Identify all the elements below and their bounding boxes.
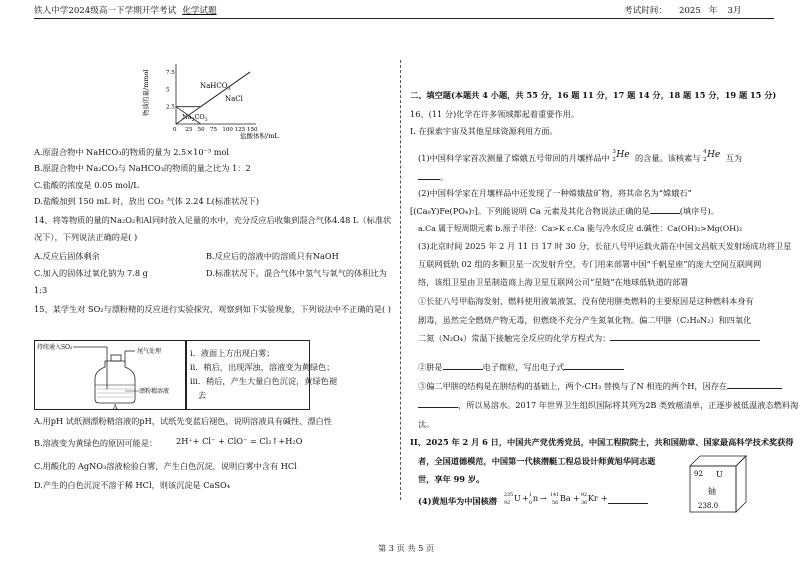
q16-3-line-d: ①长征八号甲临海发射，燃料使用液氧液氢，没有使用肼类燃料的主要原因是这种燃料本身有 [418,296,754,306]
q14-option-d-2: 1:3 [34,285,48,295]
q16-1-answer: 。 [418,172,448,183]
q16-stem: 16、(11 分)化学在许多领域都起着重要作用。 [410,109,580,119]
q16-3-line-h: ③偏二甲肼的结构是在肼结构的基础上，两个-CH₃ 替换与了N 相连的两个H，因存在 [418,381,782,392]
he4-nuclide: 4 2 He [703,149,721,163]
q16-2-line-a: (2)中国科学家在月壤样品中还发现了一种嫦娥盐矿物，将其命名为“嫦娥石” [418,188,692,198]
x-tick-label: 75 [210,127,217,133]
y-tick-label: 2.5 [166,104,175,111]
header-year-unit: 年 [708,6,718,16]
q16-3-line-j: 汰。 [418,419,435,429]
solution-label: 漂粉精溶液 [139,388,170,395]
q16-2-line-b: [(Ca₈Y)Fe(PO₄)₇]。下列能说明 Ca 元素及其化合物说法正确的是 (填序号)。 [410,206,719,216]
q13-option-d: D.盐酸加到 150 mL 时，放出 CO₂ 气体 2.24 L(标准状况下) [34,196,260,206]
q13-option-c: C.盐酸的浓度是 0.05 mol/L [34,180,139,190]
so2-label: 持续通入SO₂ [37,344,73,351]
q14-option-a: A.反应后固体剩余 [34,251,100,261]
q16-3-line-g: ②肼是 电子微粒，写出电子式 [418,362,624,373]
header-subject: 化学 [182,6,200,16]
y-tick-label: 7.5 [166,70,175,76]
q13-option-b: B.原混合物中 Na₂CO₃与 NaHCO₃的物质的量之比为 1：2 [34,163,251,173]
y-tick-label: 5 [166,87,170,94]
q16-part-ii-c: 世，享年 99 岁。 [418,474,485,484]
section-title: 二、填空题(本题共 4 小题，共 55 分，16 题 11 分，17 题 14 分，18 题 15 分，19 题 15 分) [410,90,777,100]
q14-stem-2: 况下），下列说法正确的是( ) [34,232,138,242]
q15-stem: 15、某学生对 SO₂与漂粉精的反应进行实验探究，观察到如下实验现象，下列说法中不正确的是( ) [34,304,391,314]
header-year: 2025 [678,6,701,16]
q15-option-b: B.溶液变为黄绿色的原因可能是： [34,438,158,448]
q15-option-a: A.用pH 试纸测漂粉精溶液的pH，试纸先变蓝后褪色，说明溶液具有碱性、漂白性 [34,416,332,426]
q16-part-i: I. 在探索宇宙及其他星球资源利用方面。 [410,126,558,136]
element-cube [688,454,750,514]
q15-option-c: C.用酸化的 AgNO₃溶液检验白雾，产生白色沉淀，说明白雾中含有 HCl [34,461,297,471]
chart [140,58,290,140]
element-number: 92 [694,470,703,478]
x-tick-label: 150 [247,127,258,133]
chart-xlabel: 盐酸体积/mL [240,132,279,140]
observation-1: ⅰ．液面上方出现白雾； [190,348,275,358]
q15-option-d: D.产生的白色沉淀不溶于稀 HCl，则该沉淀是 CaSO₄ [34,480,231,490]
label-nacl: NaCl [225,95,243,103]
x-tick-label: 0 [173,127,177,133]
label-na2co3: $Na_2CO_3$ [182,113,208,123]
he3-nuclide: 3 2 He [612,149,630,163]
q14-stem-1: 14、将等物质的量的Na₂O₂和Al同时放入足量的水中，充分反应后收集到混合气体4.48 L（标准状 [34,215,392,225]
page-number: 第 3 页 共 5 页 [378,543,435,553]
q16-1-line: (1)中国科学家首次测量了嫦娥五号带回的月壤样品中 3 2 He 的含量。该核素与 4 2 He 互为 [418,149,743,163]
chart-ylabel: 物质的量/mmol [142,69,150,116]
header-time-label: 考试时间： [624,6,667,16]
element-symbol: U [716,470,723,479]
q16-3-line-i: ，所以易溶水。2017 年世界卫生组织国际将其列为2B 类致癌清单，正逐步被低温液态燃料淘 [418,400,798,411]
q13-option-a: A.原混合物中 NaHCO₃的物质的量为 2.5×10⁻³ mol [34,147,230,157]
column-divider [400,60,401,500]
observation-3: ⅲ．稍后，产生大量白色沉淀，黄绿色褪 [190,376,338,386]
q16-part-ii-b: 者，全国道德模范，中国第一代核潜艇工程总设计师黄旭华同志逝 [418,456,656,466]
q16-3-line-c: 络，该组卫星由卫星制造商上海卫星互联网公司“星链”在地球低轨道的部署 [418,277,689,287]
label-nahco3: NaHCO$_3$ [200,82,231,92]
apparatus-letter: A [113,404,118,409]
x-tick-label: 50 [197,127,205,133]
fission-equation: 235 92 U + 1 0 n → 141 56 Ba + 92 36 Kr + [504,493,654,504]
x-tick-label: 25 [185,127,193,133]
q14-option-d: D.标准状况下，混合气体中氢气与氧气的体积比为 [206,268,387,278]
observation-2: ⅱ．稍后，出现浑浊，溶液变为黄绿色； [190,362,335,372]
q16-3-line-f: 二氮（N₂O₄）常温下接触完全反应的化学方程式为： [418,333,760,344]
tail-gas-label: 尾气处理 [137,348,162,355]
header-suffix: 试题 [199,6,217,16]
header-school: 铁人中学2024级高一下学期开学考试 [34,6,177,16]
x-tick-label: 125 [234,127,246,133]
element-name: 铀 [708,487,716,496]
q14-option-c: C.加入的固体过氧化钠为 7.8 g [34,268,148,278]
q14-option-b: B.反应后的溶液中的溶质只有NaOH [206,251,339,261]
header-rule [34,18,774,19]
q15-option-b-equation: 2H⁺+ Cl⁻ + ClO⁻ = Cl₂↑+H₂O [176,436,303,446]
q16-part-ii-a: II、2025 年 2 月 6 日，中国共产党优秀党员，中国工程院院士，共和国勋章、国家最高科学技术奖获得 [410,437,794,447]
q16-3-line-a: (3)北京时间 2025 年 2 月 11 日 17 时 30 分，长征八号甲运载火箭在中国文昌航天发射场成功将卫星 [418,241,792,251]
header-right [624,4,742,16]
q16-3-line-e: 剧毒，虽然完全燃烧产物无毒，但燃烧不充分产生氮氧化物。偏二甲肼（C₂H₈N₂）和四氧化 [418,315,752,325]
header-left [34,4,217,16]
header-month: 3月 [727,6,742,16]
observation-4: 去 [198,390,207,400]
q16-3-line-b: 互联网低轨 02 组的多颗卫星一次发射升空，专门用来部署中国“千帆星座”的庞大空间互联网网 [418,259,762,269]
element-mass: 238.0 [698,502,719,510]
q16-2-options: a.Ca 属于短周期元素 b.原子半径：Ca>K c.Ca 能与冷水反应 d.碱性：Ca(OH)₂>Mg(OH)₂ [418,224,743,233]
apparatus-figure [35,341,185,409]
q16-4-line: (4)黄旭华为中国核潜 235 92 U + 1 0 n → 141 56 Ba + 92 36 Kr + [418,493,654,507]
x-tick-label: 100 [222,127,233,133]
